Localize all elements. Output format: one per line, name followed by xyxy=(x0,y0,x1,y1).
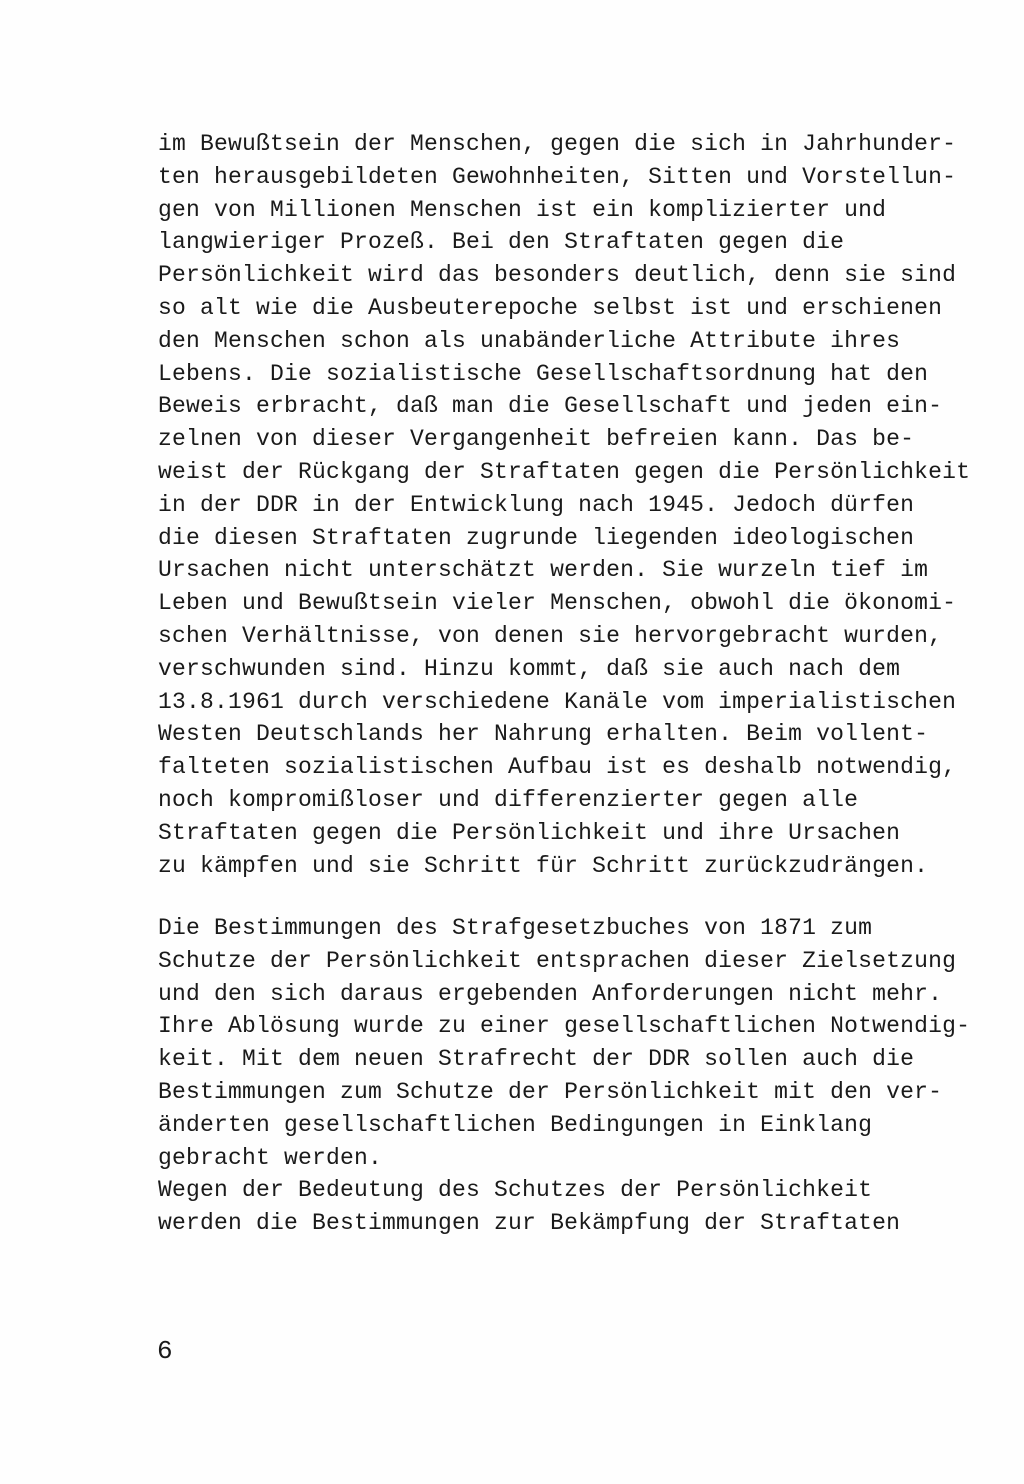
paragraph xyxy=(158,912,971,1240)
text-line: langwieriger Prozeß. Bei den Straftaten gegen die xyxy=(158,229,845,256)
text-line: Wegen der Bedeutung des Schutzes der Persönlichkeit xyxy=(158,1177,873,1204)
text-line: Bestimmungen zum Schutze der Persönlichkeit mit den ver- xyxy=(158,1078,943,1105)
text-line: Ursachen nicht unterschätzt werden. Sie wurzeln tief im xyxy=(158,557,929,584)
text-line: Leben und Bewußtsein vieler Menschen, obwohl die ökonomi- xyxy=(158,590,957,617)
text-line: gen von Millionen Menschen ist ein komplizierter und xyxy=(158,196,887,223)
text-line: in der DDR in der Entwicklung nach 1945. Jedoch dürfen xyxy=(158,491,915,518)
text-line: Persönlichkeit wird das besonders deutlich, denn sie sind xyxy=(158,262,957,289)
text-line: die diesen Straftaten zugrunde liegenden ideologischen xyxy=(158,524,915,551)
text-line: werden die Bestimmungen zur Bekämpfung der Straftaten xyxy=(158,1210,901,1237)
page-number: 6 xyxy=(157,1336,173,1366)
text-line: den Menschen schon als unabänderliche Attribute ihres xyxy=(158,327,901,354)
text-line: Westen Deutschlands her Nahrung erhalten. Beim vollent- xyxy=(158,721,929,748)
text-line: ten herausgebildeten Gewohnheiten, Sitten und Vorstellun- xyxy=(158,163,957,190)
text-line: verschwunden sind. Hinzu kommt, daß sie auch nach dem xyxy=(158,655,901,682)
text-line: zelnen von dieser Vergangenheit befreien kann. Das be- xyxy=(158,426,915,453)
text-line: und den sich daraus ergebenden Anforderungen nicht mehr. xyxy=(158,980,943,1007)
text-line: Ihre Ablösung wurde zu einer gesellschaftlichen Notwendig- xyxy=(158,1013,971,1040)
text-line: im Bewußtsein der Menschen, gegen die sich in Jahrhunder- xyxy=(158,131,957,157)
text-line: Schutze der Persönlichkeit entsprachen dieser Zielsetzung xyxy=(158,947,957,974)
text-line: Straftaten gegen die Persönlichkeit und ihre Ursachen xyxy=(158,819,901,846)
text-line: noch kompromißloser und differenzierter gegen alle xyxy=(158,786,859,813)
text-line: weist der Rückgang der Straftaten gegen die Persönlichkeit xyxy=(158,458,971,485)
text-line: Beweis erbracht, daß man die Gesellschaft und jeden ein- xyxy=(158,393,943,420)
text-line: Lebens. Die sozialistische Gesellschaftsordnung hat den xyxy=(158,360,929,387)
text-line: gebracht werden. xyxy=(158,1144,383,1171)
text-line: falteten sozialistischen Aufbau ist es deshalb notwendig, xyxy=(158,754,957,781)
text-line: 13.8.1961 durch verschiedene Kanäle vom imperialistischen xyxy=(158,688,957,715)
text-line: keit. Mit dem neuen Strafrecht der DDR sollen auch die xyxy=(158,1046,915,1073)
text-line: änderten gesellschaftlichen Bedingungen in Einklang xyxy=(158,1111,873,1138)
text-line: so alt wie die Ausbeuterepoche selbst ist und erschienen xyxy=(158,294,943,321)
paragraph xyxy=(158,128,971,882)
text-line: zu kämpfen und sie Schritt für Schritt zurückzudrängen. xyxy=(158,852,929,879)
text-line: schen Verhältnisse, von denen sie hervorgebracht wurden, xyxy=(158,622,943,649)
text-line: Die Bestimmungen des Strafgesetzbuches von 1871 zum xyxy=(158,915,873,941)
